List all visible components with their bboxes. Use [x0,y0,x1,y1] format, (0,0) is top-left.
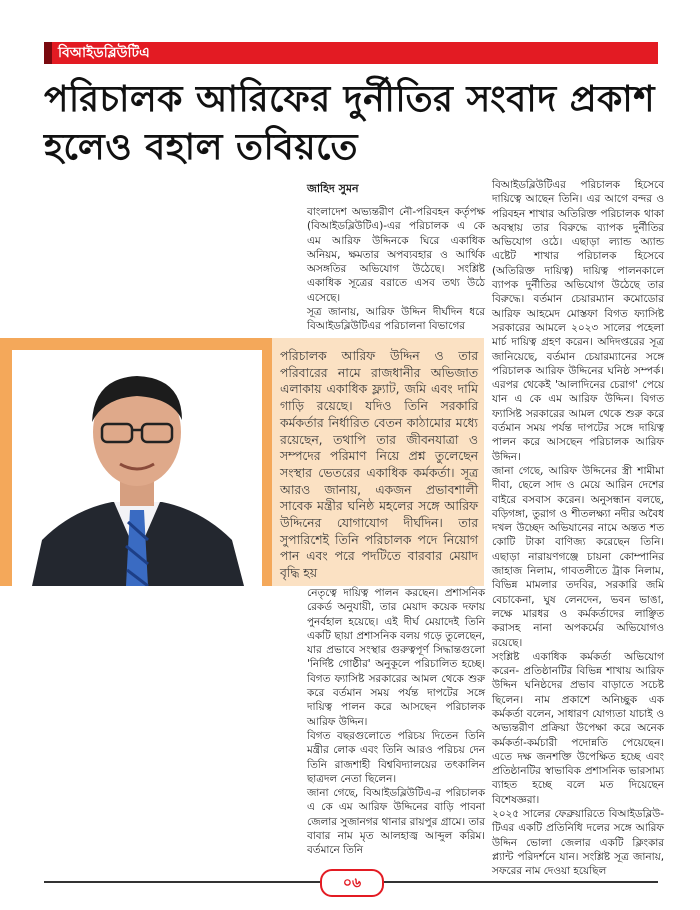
article-column-1 [307,205,485,334]
paragraph: সূত্র জানায়, আরিফ উদ্দিন দীর্ঘদিন ধরে বিআইডব্লিউটিএর পরিচালনা বিভাগের [307,306,485,333]
paragraph: বিআইডব্লিউটিএর পরিচালক হিসেবে দায়িত্বে আছেন তিনি। এর আগে বন্দর ও পরিবহন শাখার অতিরিক্ত পরিচালক থাকা অবস্থায় তার বিরুদ্ধে ব্যাপক দুর্নীতির অভিযোগ ওঠে। এছাড়া ল্যান্ড অ্যান্ড এষ্টেট শাখার পরিচালক হিসেবে (অতিরিক্ত দায়িত্ব) দায়িত্ব পালনকালে ব্যাপক দুর্নীতির অভিযোগ উঠেছে তার বিরুদ্ধে। বর্তমান চেয়ারম্যান কমোডোর আরিফ আহমেদ মোস্তফা বিগত ফ্যাসিষ্ট সরকারের আমলে ২০২৩ সালের পহেলা মার্চ দায়িত্ব গ্রহণ করেন। অদিদপ্তরের সূত্র জানিয়েছে, বর্তমান চেয়ারম্যানের সঙ্গে পরিচালক আরিফ উদ্দিনের ঘনিষ্ঠ সম্পর্ক। এরপর থেকেই 'আলাদিনের চেরাগ' পেয়ে যান এ কে এম আরিফ উদ্দিন। বিগত ফ্যাসিষ্ট সরকারের আমল থেকে শুরু করে বর্তমান সময় পর্যন্ত দাপটের সঙ্গে দায়িত্ব পালন করে আসছেন পরিচালক আরিফ উদ্দিন। [492,179,664,463]
section-label: বিআইডব্লিউটিএ [58,45,150,61]
headline: পরিচালক আরিফের দুর্নীতির সংবাদ প্রকাশ হলেও বহাল তবিয়তে [44,79,655,168]
portrait-illustration [12,350,262,586]
paragraph: নেতৃত্বে দায়িত্ব পালন করছেন। প্রশাসনিক রেকর্ড অনুযায়ী, তার মেয়াদ কয়েক দফায় পুনর্বহাল হয়েছে। এই দীর্ঘ মেয়াদেই তিনি একটি ছায়া প্রশাসনিক বলয় গড়ে তুলেছেন, যার প্রভাবে সংস্থার গুরুত্বপূর্ণ সিদ্ধান্তগুলো 'নির্দিষ্ট গোষ্ঠীর' অনুকূলে পরিচালিত হচ্ছে। বিগত ফ্যাসিষ্ট সরকারের আমল থেকে শুরু করে বর্তমান সময় পর্যন্ত দাপটের সঙ্গে দায়িত্ব পালন করে আসছেন পরিচালক আরিফ উদ্দিন। [307,587,485,728]
paragraph: ২০২৫ সালের ফেব্রুয়ারিতে বিআইডব্লিউ-টিএর একটি প্রতিনিধি দলের সঙ্গে আরিফ উদ্দিন ভোলা জেলার একটি ক্লিংকার প্ল্যান্ট পরিদর্শনে যান। সংশ্লিষ্ট সূত্র জানায়, সফরের নাম দেওয়া হয়েছিল [492,808,664,878]
paragraph: জানা গেছে, আরিফ উদ্দিনের স্ত্রী শামীমা দীবা, ছেলে সাদ ও মেয়ে আরিন দেশের বাইরে বসবাস করেন। অনুসন্ধান বলছে, বড়িগঙ্গা, তুরাগ ও শীতলক্ষ্যা নদীর অবৈধ দখল উচ্ছেদ অভিযানের নামে অন্তত শত কোটি টাকা বাণিজ্য করেছেন তিনি। এছাড়া নারায়ণগঞ্জে চায়না কোম্পানির জাহাজ নিলাম, গাবতলীতে ট্রাক নিলাম, বিভিন্ন মামলার তদবির, সরকারি জমি বেচাকেনা, ঘুষ লেনদেন, ভবন ভাঙা, লক্ষে মারধর ও কর্মকর্তাদের লাঞ্ছিত করাসহ নানা অপকর্মের অভিযোগও রয়েছে। [492,464,664,649]
article-column-2 [492,178,664,879]
paragraph: বাংলাদেশ অভ্যন্তরীণ নৌ-পরিবহন কর্তৃপক্ষ (বিআইডব্লিউটিএ)-এর পরিচালক এ কে এম আরিফ উদ্দিনকে ঘিরে একাধিক অনিয়ম, ক্ষমতার অপব্যবহার ও আর্থিক অসঙ্গতির অভিযোগ উঠেছে। সংশ্লিষ্ট একাধিক সূত্রের বরাতে এসব তথ্য উঠে এসেছে। [307,206,485,304]
paragraph: বিগত বছরগুলোতে পরিচয় দিতেন তিনি মন্ত্রীর লোক এবং তিনি আরও পরিচয় দেন তিনি রাজশাহী বিশ্ববিদ্যালয়ের তৎকালিন ছাত্রদল নেতা ছিলেন। [307,729,485,785]
section-tab [44,42,52,64]
portrait-photo [12,350,262,586]
page-number: ০৬ [320,869,384,897]
byline: জাহিদ সুমন [307,182,359,195]
paragraph: সংশ্লিষ্ট একাধিক কর্মকর্তা অভিযোগ করেন- প্রতিষ্ঠানটির বিভিন্ন শাখায় আরিফ উদ্দিন ঘনিষ্ঠদের প্রভাব বাড়াতে সচেষ্ট ছিলেন। নাম প্রকাশে অনিচ্ছুক এক কর্মকর্তা বলেন, সাধারণ যোগ্যতা যাচাই ও অভ্যন্তরীণ প্রক্রিয়া উপেক্ষা করে অনেক কর্মকর্তা-কর্মচারী পদোন্নতি পেয়েছেন। এতে দক্ষ জনশক্তি উপেক্ষিত হচ্ছে এবং প্রতিষ্ঠানটির স্বাভাবিক প্রশাসনিক ভারসাম্য ব্যাহত হচ্ছে বলে মত দিয়েছেন বিশেষজ্ঞরা। [492,650,664,806]
article-column-3 [307,586,485,858]
pull-quote-bar [262,338,272,586]
pull-quote: পরিচালক আরিফ উদ্দিন ও তার পরিবারের নামে রাজধানীর অভিজাত এলাকায় একাধিক ফ্ল্যাট, জমি এবং দামি গাড়ি রয়েছে। যদিও তিনি সরকারি কর্মকর্তার নির্ধারিত বেতন কাঠামোর মধ্যে রয়েছেন, তথাপি তার জীবনযাত্রা ও সম্পদের পরিমাণ নিয়ে প্রশ্ন তুলেছেন সংস্থার ভেতরের একাধিক কর্মকর্তা। সূত্র আরও জানায়, একজন প্রভাবশালী সাবেক মন্ত্রীর ঘনিষ্ঠ মহলের সঙ্গে আরিফ উদ্দিনের যোগাযোগ দীর্ঘদিন। তার সুপারিশেই তিনি পরিচালক পদে নিয়োগ পান এবং পরে পদটিতে বারবার মেয়াদ বৃদ্ধি হয় [280,349,478,581]
paragraph: জানা গেছে, বিআইডব্লিউটিএ-র পরিচালক এ কে এম আরিফ উদ্দিনের বাড়ি পাবনা জেলার সুজানগর থানার রায়পুর গ্রামে। তার বাবার নাম মৃত আলহাজ্ব আব্দুল করিম। বর্তমানে তিনি [307,787,485,857]
